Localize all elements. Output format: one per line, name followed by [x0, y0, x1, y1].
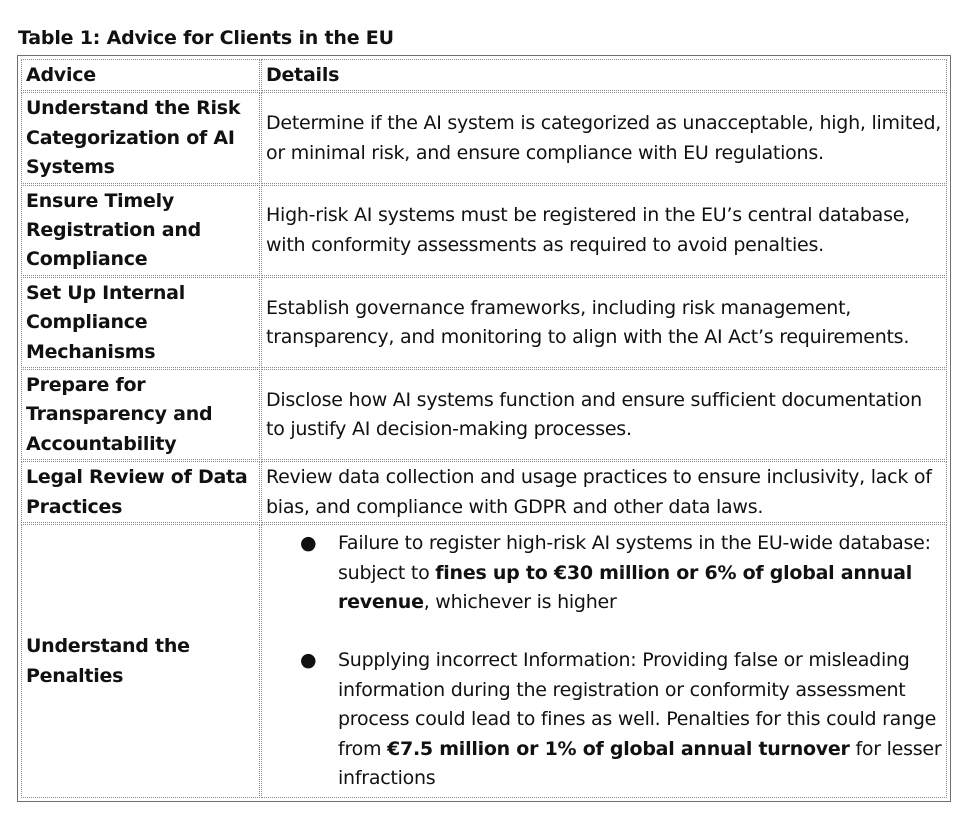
- table-row: [21, 369, 947, 460]
- table-row: [21, 185, 947, 276]
- bullet-icon: ●: [300, 649, 317, 672]
- advice-table: [17, 55, 951, 802]
- advice-cell: Prepare for Transparency and Accountability: [21, 369, 260, 460]
- advice-cell: Set Up Internal Compliance Mechanisms: [21, 277, 260, 368]
- table-caption: Table 1: Advice for Clients in the EU: [18, 27, 394, 49]
- details-cell: High-risk AI systems must be registered in the EU’s central database, with conformity assessments as required to avoid penalties.: [261, 185, 947, 276]
- advice-cell: Ensure Timely Registration and Compliance: [21, 185, 260, 276]
- advice-cell: Legal Review of Data Practices: [21, 461, 260, 523]
- penalties-row: [21, 524, 947, 798]
- list-item: [266, 646, 943, 793]
- advice-cell: Understand the Risk Categorization of AI Systems: [21, 92, 260, 183]
- table-row: [21, 277, 947, 368]
- details-cell: Review data collection and usage practices to ensure inclusivity, lack of bias, and compliance with GDPR and other data laws.: [261, 461, 947, 523]
- bullet-text: Supplying incorrect Information: Providing false or misleading information during the registration or conformity assessment process could lead to fines as well. Penalties for this could range from: [338, 649, 937, 760]
- bullet-bold-text: €7.5 million or 1% of global annual turnover: [387, 737, 850, 760]
- table-row: [21, 461, 947, 523]
- bullet-text: Failure to register high-risk AI systems in the EU-wide database: subject to: [338, 532, 931, 584]
- list-item: [266, 529, 943, 617]
- advice-cell: Understand the Penalties: [21, 524, 260, 798]
- penalties-list: [266, 529, 943, 793]
- bullet-icon: ●: [300, 532, 317, 555]
- table-header-row: [21, 59, 947, 91]
- header-advice: Advice: [21, 59, 260, 91]
- details-cell: Determine if the AI system is categorized as unacceptable, high, limited, or minimal risk, and ensure compliance with EU regulations.: [261, 92, 947, 183]
- bullet-text: for lesser infractions: [338, 737, 942, 789]
- details-cell: [261, 524, 947, 798]
- header-details: Details: [261, 59, 947, 91]
- details-cell: Establish governance frameworks, including risk management, transparency, and monitoring to align with the AI Act’s requirements.: [261, 277, 947, 368]
- bullet-bold-text: fines up to €30 million or 6% of global annual revenue: [338, 561, 913, 613]
- bullet-text: , whichever is higher: [423, 590, 617, 613]
- table-row: [21, 92, 947, 183]
- details-cell: Disclose how AI systems function and ensure sufficient documentation to justify AI decision-making processes.: [261, 369, 947, 460]
